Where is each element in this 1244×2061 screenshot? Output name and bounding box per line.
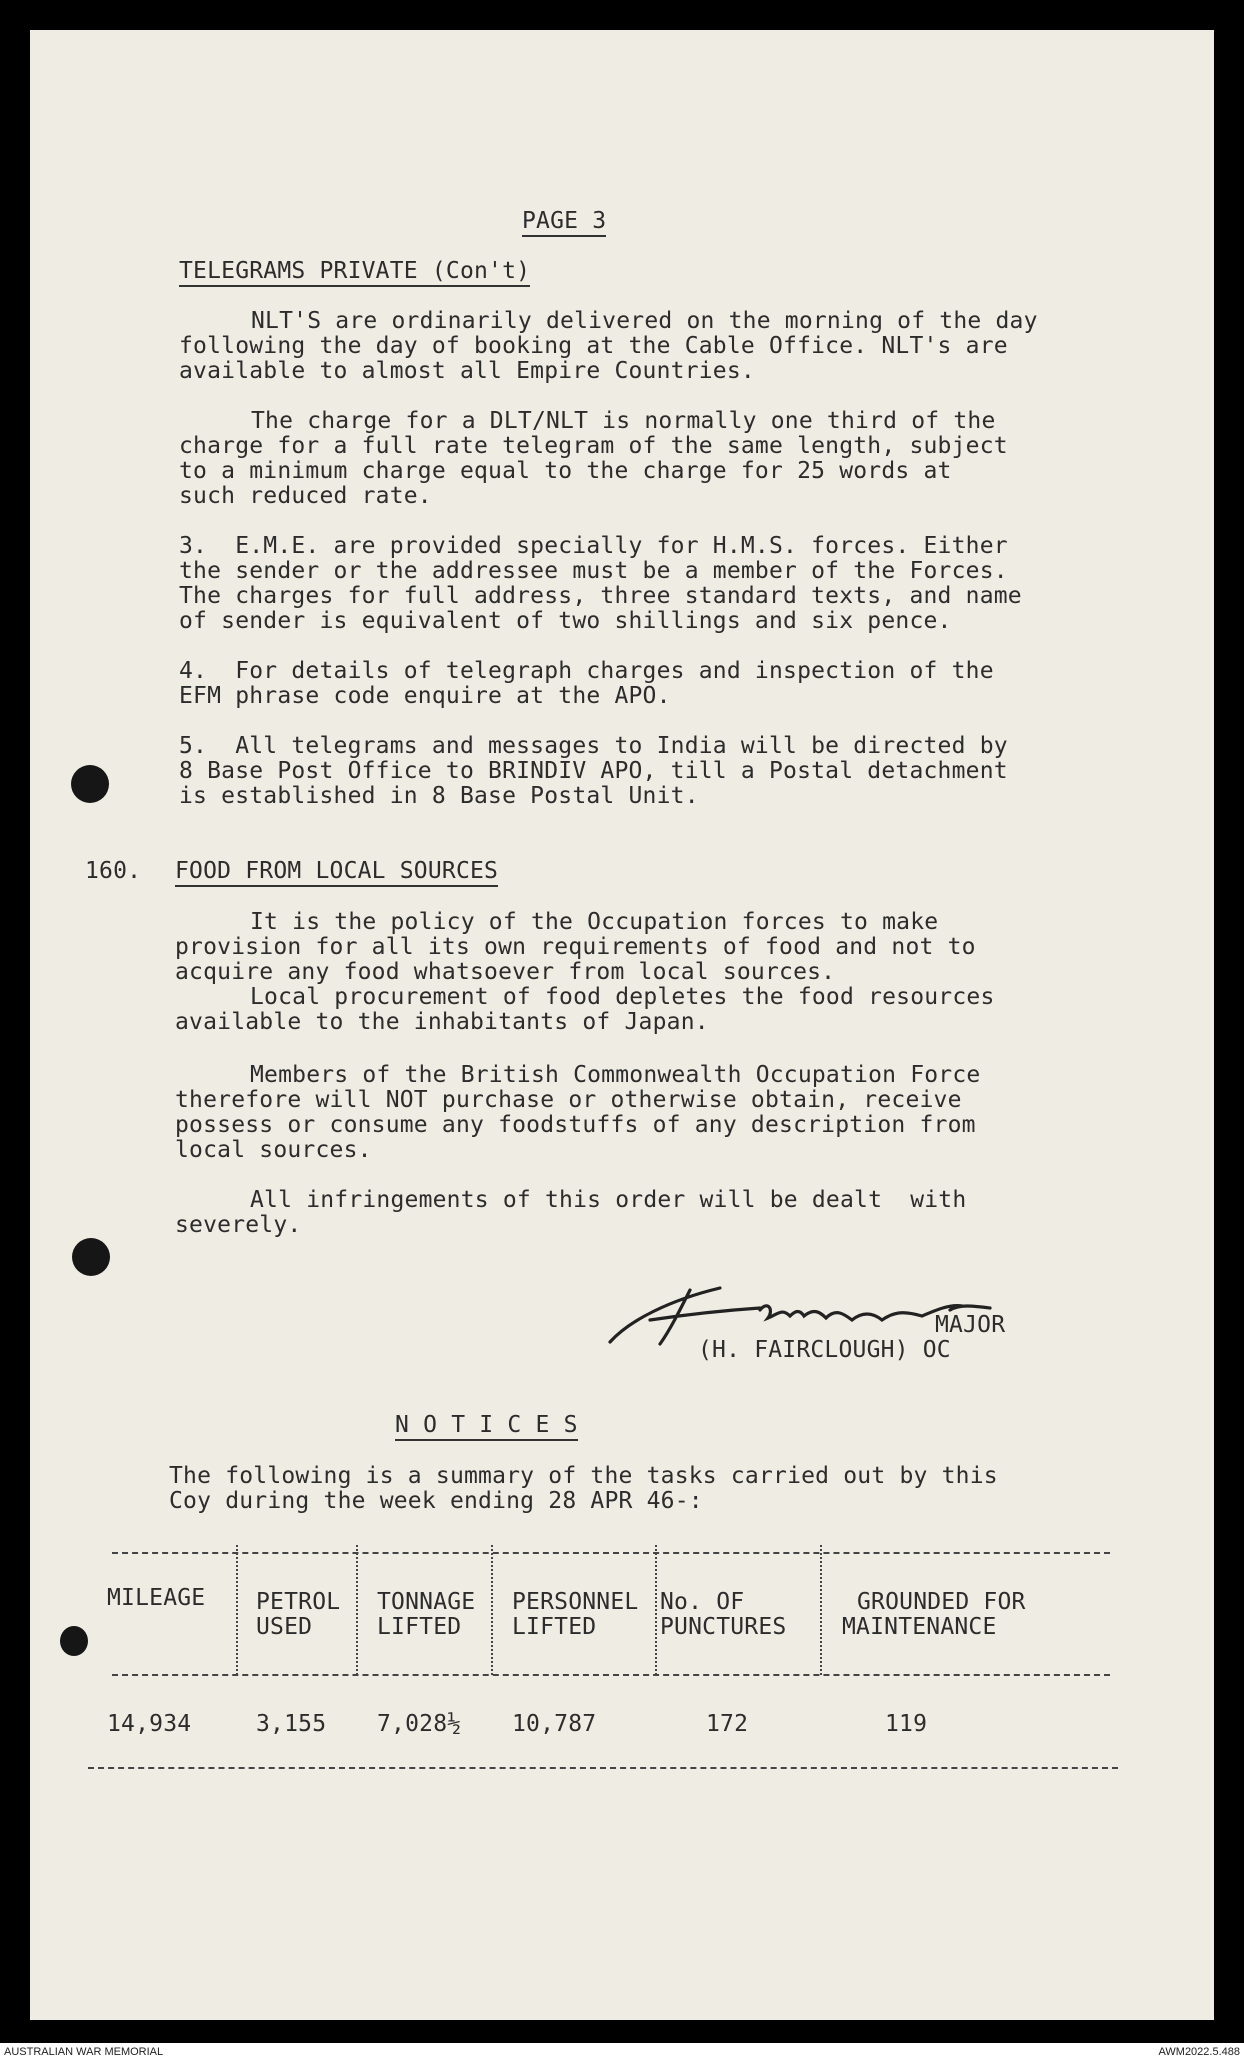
- table-col-sep-3: [491, 1545, 493, 1675]
- para-6-line-5: available to the inhabitants of Japan.: [175, 1009, 709, 1035]
- table-col-sep-1: [236, 1545, 238, 1675]
- para-8-line-2: severely.: [175, 1212, 302, 1238]
- para-7-line-2: therefore will NOT purchase or otherwise obtain, receive: [175, 1087, 962, 1113]
- notices-intro-line-2: Coy during the week ending 28 APR 46-:: [169, 1488, 703, 1514]
- table-value-personnel: 10,787: [512, 1711, 597, 1737]
- punch-hole-top: [71, 765, 109, 803]
- table-header-grounded: GROUNDED FOR: [857, 1589, 1026, 1615]
- table-header-bottom-rule: [112, 1674, 1110, 1676]
- table-col-sep-5: [820, 1545, 822, 1675]
- para-3-line-1: 3. E.M.E. are provided specially for H.M.S. forces. Either: [179, 533, 1008, 559]
- table-value-mileage: 14,934: [107, 1711, 192, 1737]
- para-2-line-4: such reduced rate.: [179, 483, 432, 509]
- signature-rank: MAJOR: [935, 1312, 1006, 1338]
- para-1-line-3: available to almost all Empire Countries.: [179, 358, 755, 384]
- footer-accession-number: AWM2022.5.488: [1158, 2046, 1240, 2058]
- para-1-line-1: NLT'S are ordinarily delivered on the morning of the day: [251, 308, 1038, 334]
- table-header-tonnage: TONNAGE: [377, 1589, 476, 1615]
- punch-hole-bottom: [72, 1238, 110, 1276]
- table-col-sep-2: [356, 1545, 358, 1675]
- para-7-line-3: possess or consume any foodstuffs of any description from: [175, 1112, 976, 1138]
- para-5-line-1: 5. All telegrams and messages to India will be directed by: [179, 733, 1008, 759]
- para-2-line-1: The charge for a DLT/NLT is normally one third of the: [251, 408, 996, 434]
- para-2-line-3: to a minimum charge equal to the charge for 25 words at: [179, 458, 952, 484]
- notices-intro-line-1: The following is a summary of the tasks carried out by this: [169, 1463, 998, 1489]
- punch-hole-table: [60, 1626, 88, 1656]
- table-header-petrol: PETROL: [256, 1589, 341, 1615]
- table-header-punctures: No. OF: [660, 1589, 745, 1615]
- para-3-line-2: the sender or the addressee must be a member of the Forces.: [179, 558, 1008, 584]
- section-number-160: 160.: [85, 858, 142, 884]
- table-top-rule: [112, 1552, 1110, 1554]
- table-value-punctures: 172: [706, 1711, 749, 1737]
- table-col-sep-4: [655, 1545, 657, 1675]
- footer-institution: AUSTRALIAN WAR MEMORIAL: [4, 2046, 164, 2058]
- para-1-line-2: following the day of booking at the Cable Office. NLT's are: [179, 333, 1008, 359]
- table-header-personnel: PERSONNEL: [512, 1589, 639, 1615]
- para-6-line-4: Local procurement of food depletes the food resources: [250, 984, 995, 1010]
- para-6-line-3: acquire any food whatsoever from local sources.: [175, 959, 836, 985]
- notices-heading: N O T I C E S: [395, 1413, 578, 1441]
- section-heading-telegrams: TELEGRAMS PRIVATE (Con't): [179, 259, 530, 287]
- para-3-line-3: The charges for full address, three standard texts, and name: [179, 583, 1022, 609]
- table-header-mileage: MILEAGE: [107, 1585, 206, 1611]
- para-8-line-1: All infringements of this order will be dealt with: [250, 1187, 967, 1213]
- para-7-line-4: local sources.: [175, 1137, 372, 1163]
- page-label: PAGE 3: [522, 209, 606, 237]
- table-header-petrol-2: USED: [256, 1614, 313, 1640]
- archive-footer: [0, 2043, 1244, 2061]
- table-value-petrol: 3,155: [256, 1711, 327, 1737]
- para-7-line-1: Members of the British Commonwealth Occupation Force: [250, 1062, 981, 1088]
- para-5-line-3: is established in 8 Base Postal Unit.: [179, 783, 699, 809]
- para-6-line-1: It is the policy of the Occupation forces to make: [250, 909, 939, 935]
- signature-name: (H. FAIRCLOUGH) OC: [698, 1337, 951, 1363]
- para-4-line-2: EFM phrase code enquire at the APO.: [179, 683, 671, 709]
- section-heading-food: FOOD FROM LOCAL SOURCES: [175, 859, 498, 887]
- table-bottom-rule: [88, 1767, 1118, 1769]
- table-value-grounded: 119: [885, 1711, 928, 1737]
- para-3-line-4: of sender is equivalent of two shillings and six pence.: [179, 608, 952, 634]
- para-6-line-2: provision for all its own requirements of food and not to: [175, 934, 976, 960]
- table-header-personnel-2: LIFTED: [512, 1614, 597, 1640]
- para-2-line-2: charge for a full rate telegram of the same length, subject: [179, 433, 1008, 459]
- table-header-grounded-2: MAINTENANCE: [842, 1614, 997, 1640]
- table-header-tonnage-2: LIFTED: [377, 1614, 462, 1640]
- para-5-line-2: 8 Base Post Office to BRINDIV APO, till a Postal detachment: [179, 758, 1008, 784]
- table-header-punctures-2: PUNCTURES: [660, 1614, 787, 1640]
- table-value-tonnage: 7,028½: [377, 1711, 462, 1737]
- para-4-line-1: 4. For details of telegraph charges and inspection of the: [179, 658, 994, 684]
